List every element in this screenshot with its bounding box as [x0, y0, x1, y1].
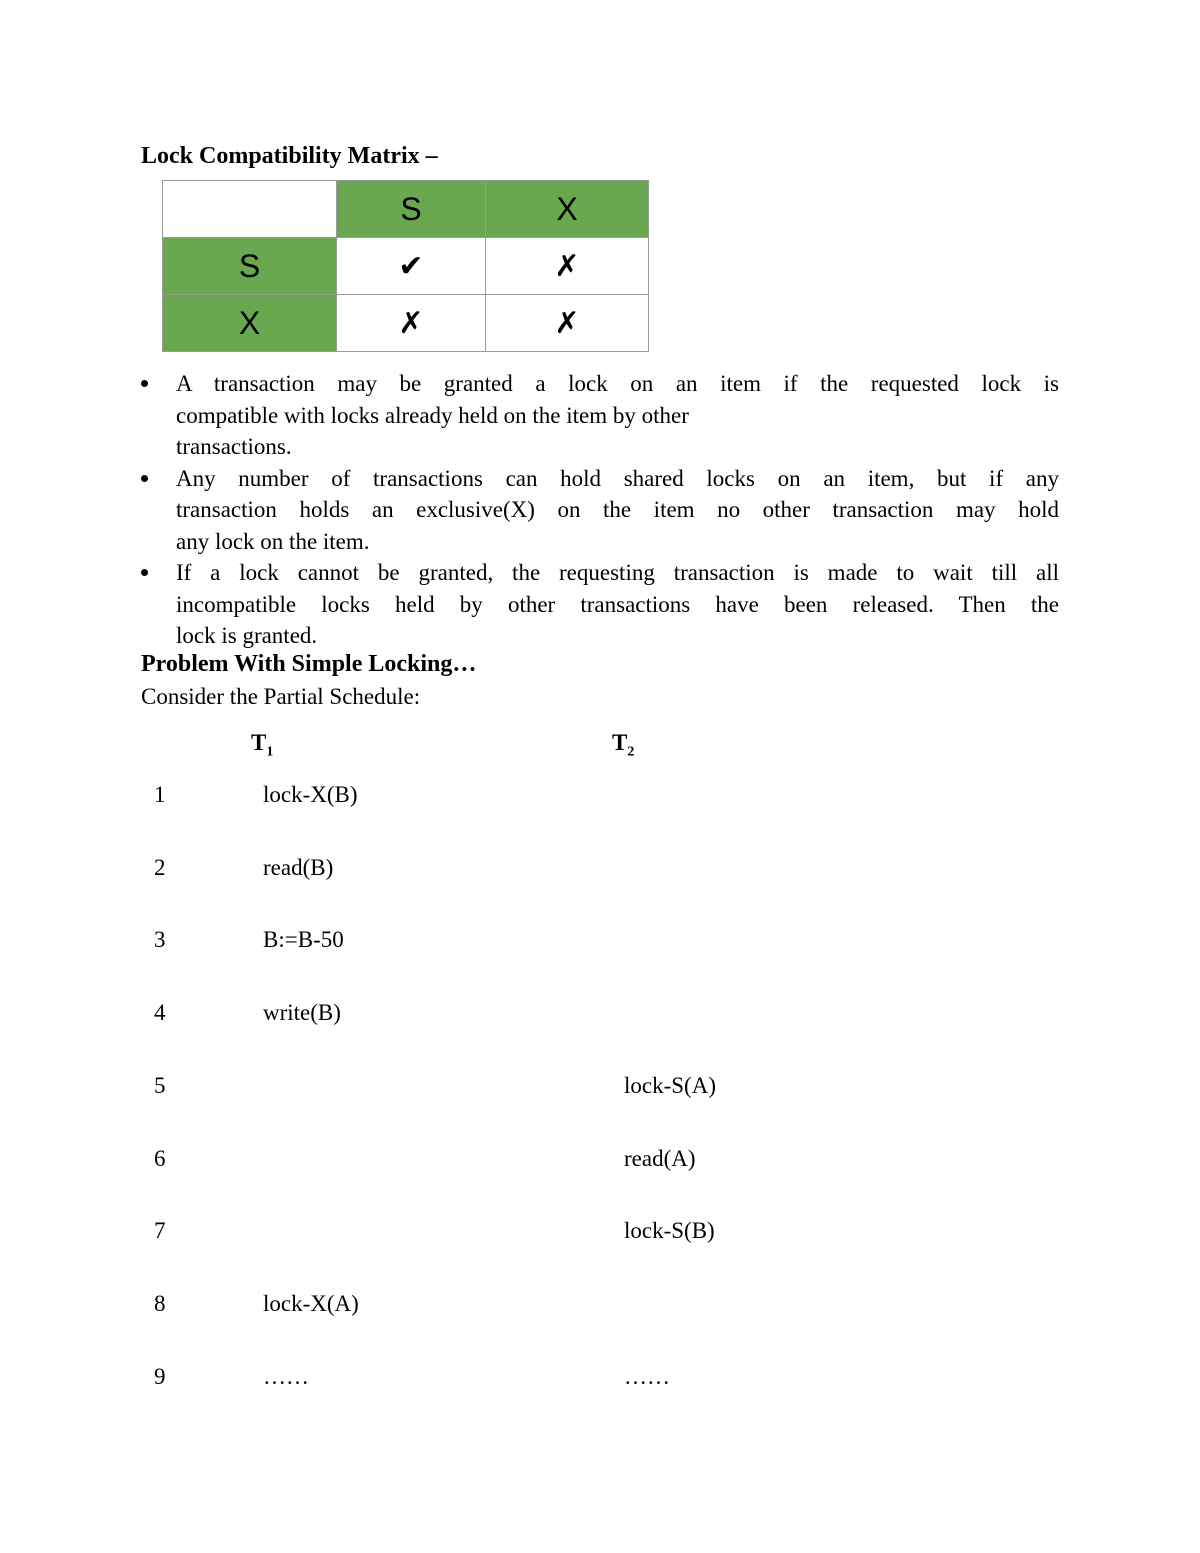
step-number: 7	[154, 1218, 166, 1243]
matrix-col-header-x: X	[486, 181, 649, 238]
t1-operation: ……	[263, 1364, 309, 1389]
schedule-row	[0, 1364, 1200, 1394]
matrix-row-x	[163, 295, 649, 352]
col-label: T	[251, 730, 267, 755]
t2-operation: ……	[624, 1364, 670, 1389]
schedule-intro: Consider the Partial Schedule:	[141, 684, 421, 709]
bullet-text-line: A transaction may be granted a lock on an item if the requested lock is	[176, 371, 1059, 396]
bullet-dot-icon	[141, 380, 148, 387]
matrix-row-header-x: X	[163, 295, 337, 352]
t1-operation: lock-X(B)	[263, 782, 358, 807]
schedule-row	[0, 1073, 1200, 1103]
matrix-row-header-s: S	[163, 238, 337, 295]
schedule-row	[0, 1146, 1200, 1176]
step-number: 3	[154, 927, 166, 952]
schedule-col-header-t1	[251, 730, 273, 761]
col-subscript: 2	[627, 744, 635, 760]
bullet-text-line: incompatible locks held by other transactions have been released. Then the	[176, 591, 1059, 617]
schedule-row	[0, 927, 1200, 957]
section-heading: Lock Compatibility Matrix –	[141, 143, 438, 169]
bullet-text-line: transactions.	[176, 434, 292, 459]
t1-operation: read(B)	[263, 855, 334, 880]
t1-operation: lock-X(A)	[263, 1291, 359, 1316]
bullet-item	[141, 557, 1059, 652]
t1-operation: B:=B-50	[263, 927, 344, 952]
bullet-dot-icon	[141, 569, 148, 576]
matrix-corner-cell	[163, 181, 337, 238]
t2-operation: lock-S(B)	[624, 1218, 715, 1243]
t2-operation: lock-S(A)	[624, 1073, 716, 1098]
schedule-row	[0, 1291, 1200, 1321]
matrix-cell-s-x: ✗	[486, 238, 649, 295]
step-number: 2	[154, 855, 166, 880]
matrix-cell-x-x: ✗	[486, 295, 649, 352]
matrix-cell-x-s: ✗	[337, 295, 486, 352]
bullet-text-line: transaction holds an exclusive(X) on the item no other transaction may hold	[176, 497, 1059, 522]
bullet-text-line: compatible with locks already held on the item by other	[176, 402, 689, 428]
step-number: 4	[154, 1000, 166, 1025]
problem-heading: Problem With Simple Locking…	[141, 651, 477, 677]
bullet-dot-icon	[141, 475, 148, 482]
matrix-cell-s-s: ✔	[337, 238, 486, 295]
bullet-item	[141, 463, 1059, 558]
matrix-row-s	[163, 238, 649, 295]
step-number: 8	[154, 1291, 166, 1316]
step-number: 1	[154, 782, 166, 807]
schedule-row	[0, 782, 1200, 812]
matrix-header-row	[163, 181, 649, 238]
step-number: 6	[154, 1146, 166, 1171]
t1-operation: write(B)	[263, 1000, 341, 1025]
bullet-item	[141, 368, 1059, 463]
bullet-text-line: Any number of transactions can hold shared locks on an item, but if any	[176, 465, 1059, 491]
lock-compatibility-matrix	[162, 180, 649, 352]
schedule-row	[0, 855, 1200, 885]
bullet-list	[141, 368, 1059, 652]
t2-operation: read(A)	[624, 1146, 696, 1171]
step-number: 5	[154, 1073, 166, 1098]
bullet-text-line: lock is granted.	[176, 623, 318, 648]
schedule-col-header-t2	[612, 730, 634, 761]
step-number: 9	[154, 1364, 166, 1389]
schedule-row	[0, 1000, 1200, 1030]
bullet-text-line: any lock on the item.	[176, 528, 370, 554]
matrix-col-header-s: S	[337, 181, 486, 238]
schedule-row	[0, 1218, 1200, 1248]
bullet-text-line: If a lock cannot be granted, the requesting transaction is made to wait till all	[176, 560, 1059, 585]
col-subscript: 1	[266, 744, 274, 760]
col-label: T	[612, 730, 628, 755]
